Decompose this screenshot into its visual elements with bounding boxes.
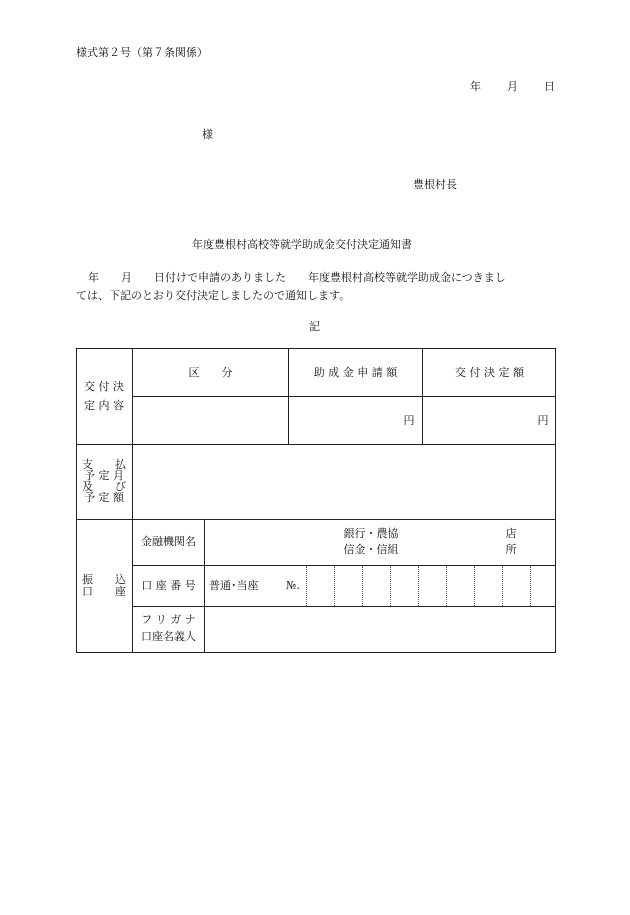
shiharai-label-3: 及 び <box>82 480 126 493</box>
body-line-1: 年 月 日付けで申請のありました 年度豊根村高校等就学助成金につきまし <box>88 271 506 284</box>
ten-text: 店 <box>505 527 517 540</box>
koza-meigi-label: 口座名義人 <box>141 630 196 643</box>
koza-bango-label: 口 座 番 号 <box>141 579 196 592</box>
header-kettei-gaku: 交 付 決 定 額 <box>455 366 524 379</box>
date-year-label: 年 <box>470 80 481 93</box>
number-mark: №. <box>286 579 300 592</box>
shinkin-shinso-text: 信金・信組 <box>343 543 399 556</box>
recipient-suffix: 様 <box>202 128 213 141</box>
grant-decision-table <box>76 348 556 653</box>
header-kubun: 区 分 <box>188 366 233 379</box>
sho-text: 所 <box>505 543 517 556</box>
sender-name: 豊根村長 <box>413 178 457 191</box>
shiharai-label-4: 予 定 額 <box>84 491 124 504</box>
form-number: 様式第２号（第７条関係） <box>76 46 208 59</box>
furikomi-label-2: 口 座 <box>82 585 126 598</box>
header-shinsei-gaku: 助 成 金 申 請 額 <box>313 366 398 379</box>
kofu-kettei-label-2: 定 内 容 <box>84 399 124 412</box>
furigana-label: フ リ ガ ナ <box>141 613 196 626</box>
kinyu-kikan-label: 金融機関名 <box>141 535 196 548</box>
ki-heading: 記 <box>309 320 320 333</box>
shiharai-label-2: 予 定 月 <box>84 469 124 482</box>
body-line-2: ては、下記のとおり交付決定しましたので通知します。 <box>76 289 351 302</box>
date-month-label: 月 <box>507 80 518 93</box>
shiharai-label-1: 支 払 <box>82 458 126 471</box>
yen-unit-shinsei: 円 <box>403 414 415 427</box>
ginko-nokyo-text: 銀行・農協 <box>343 527 399 540</box>
futsu-toza-text: 普通･当座 <box>209 579 259 592</box>
document-title: 年度豊根村高校等就学助成金交付決定通知書 <box>192 238 412 251</box>
date-day-label: 日 <box>544 80 555 93</box>
kofu-kettei-label-1: 交 付 決 <box>84 380 124 393</box>
yen-unit-kettei: 円 <box>537 414 549 427</box>
furikomi-label-1: 振 込 <box>82 573 126 586</box>
